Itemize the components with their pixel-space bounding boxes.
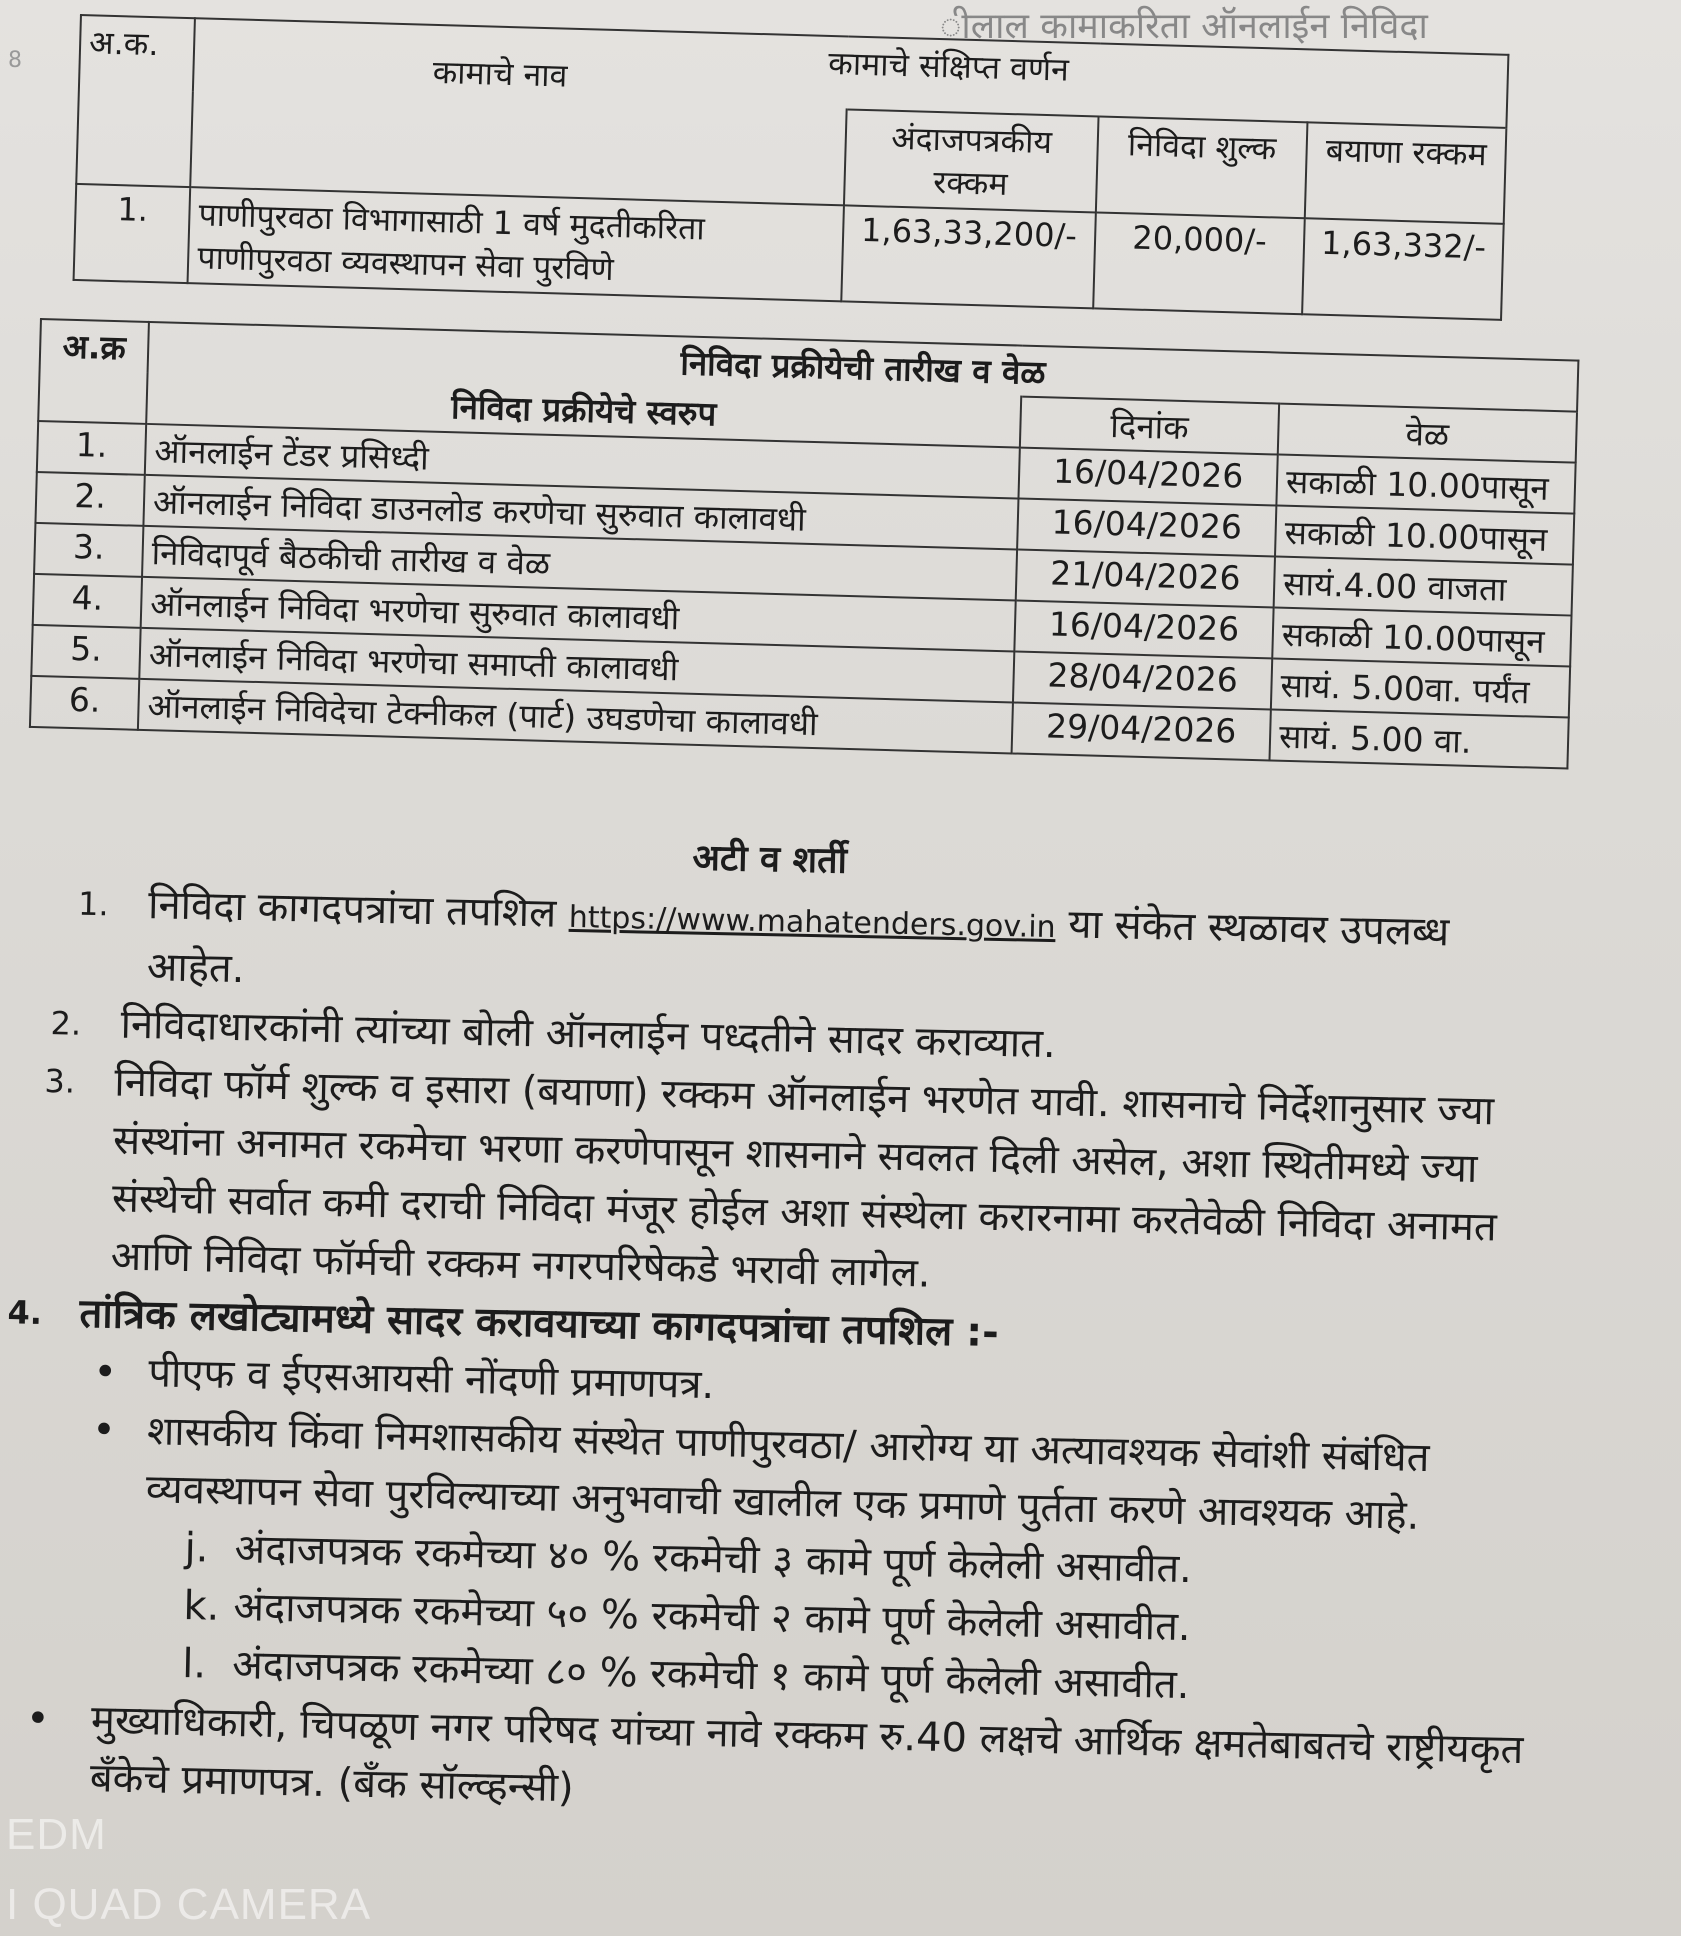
row-time: सायं. 5.00वा. पर्यंत [1271, 658, 1570, 717]
row-sr: 5. [31, 625, 140, 679]
camera-watermark-line2: I QUAD CAMERA [6, 1880, 372, 1929]
term-item-2: 2. निविदाधारकांनी त्यांच्या बोली ऑनलाईन पध्दतीने सादर कराव्यात. [50, 1001, 1057, 1068]
row-sr: 6. [30, 676, 139, 730]
row-date: 16/04/2026 [1014, 600, 1273, 658]
camera-watermark-line1: EDM [6, 1810, 107, 1859]
term-1-text-post: या संकेत स्थळावर उपलब्ध आहेत. [146, 901, 1450, 993]
col-header-sr: अ.क. [76, 15, 195, 187]
bullet-bank-solvency: मुख्याधिकारी, चिपळूण नगर परिषद यांच्या नावे रक्कम रु.40 लक्षचे आर्थिक क्षमतेबाबतचे राष्ट्रीयकृत बँकेचे प्रमाणपत्र. (बँक सॉल्व्हन्सी) [89, 1697, 1524, 1812]
col-header-stage: निविदा प्रक्रीयेचे स्वरुप [146, 373, 1021, 448]
col-header-estimate: अंदाजपत्रकीय रक्कम [844, 109, 1098, 212]
sub-item-text: अंदाजपत्रक रकमेच्या ५० % रकमेची २ कामे पूर्ण केलेली असावीत. [232, 1584, 1192, 1651]
list-item: k. अंदाजपत्रक रकमेच्या ५० % रकमेची २ कामे पूर्ण केलेली असावीत. [182, 1583, 1192, 1651]
row-sr: 2. [35, 472, 144, 526]
tender-schedule-table [29, 318, 1580, 770]
row-stage: ऑनलाईन निविदा भरणेचा समाप्ती कालावधी [139, 628, 1014, 703]
col-header-time: वेळ [1278, 404, 1577, 463]
term-item-1: 1. निविदा कागदपत्रांचा तपशिल https://www.mahatenders.gov.in या संकेत स्थळावर उपलब्ध आहेत. [77, 882, 1450, 993]
sub-item-text: अंदाजपत्रक रकमेच्या ४० % रकमेची ३ कामे पूर्ण केलेली असावीत. [234, 1526, 1193, 1593]
term-item-3: 3. निविदा फॉर्म शुल्क व इसारा (बयाणा) रक्कम ऑनलाईन भरणेत यावी. शासनाचे निर्देशानुसार ज्या संस्थांना अनामत रकमेचा भरणा करणेपासून शासनाने सवलत दिली असेल, अशा स्थितीमध्ये ज्या संस्थेची सर्वात कमी दराची निविदा मंजूर होईल अशा संस्थेला करारनामा करतेवेळी निविदा अनामत आणि निविदा फॉर्मची रक्कम नगरपरिषेकडे भरावी लागेल. [44, 1059, 1498, 1297]
row-date: 16/04/2026 [1017, 499, 1276, 557]
term-1-text-pre: निविदा कागदपत्रांचा तपशिल [147, 882, 570, 937]
row-sr: 1. [37, 421, 146, 475]
row-fee: 20,000/- [1093, 212, 1305, 314]
bullet-experience: शासकीय किंवा निमशासकीय संस्थेत पाणीपुरवठा/ आरोग्य या अत्यावश्यक सेवांशी संबंधित व्यवस्थापन सेवा पुरविल्याच्या अनुभवाची खालील एक प्रमाणे पुर्तता करणे आवश्यक आहे. [145, 1408, 1430, 1539]
row-time: सकाळी 10.00पासून [1272, 607, 1571, 666]
term-2-text: निविदाधारकांनी त्यांच्या बोली ऑनलाईन पध्दतीने सादर कराव्यात. [120, 1001, 1057, 1068]
side-mark: 8 [8, 48, 22, 73]
row-estimate: 1,63,33,200/- [841, 205, 1095, 308]
row-stage: ऑनलाईन टेंडर प्रसिध्दी [145, 424, 1020, 499]
list-item: l. अंदाजपत्रक रकमेच्या ८० % रकमेची १ कामे पूर्ण केलेली असावीत. [181, 1641, 1190, 1709]
col-header-deposit: बयाणा रक्कम [1305, 122, 1506, 224]
row-stage: निविदापूर्व बैठकीची तारीख व वेळ [142, 526, 1017, 601]
term-3-text: निविदा फॉर्म शुल्क व इसारा (बयाणा) रक्कम ऑनलाईन भरणेत यावी. शासनाचे निर्देशानुसार ज्या संस्थांना अनामत रकमेचा भरणा करणेपासून शासनाने सवलत दिली असेल, अशा स्थितीमध्ये ज्या संस्थेची सर्वात कमी दराची निविदा मंजूर होईल अशा संस्थेला करारनामा करतेवेळी निविदा अनामत आणि निविदा फॉर्मची रक्कम नगरपरिषेकडे भरावी लागेल. [110, 1059, 1498, 1297]
terms-section [0, 815, 1681, 1840]
col-header-date: दिनांक [1020, 397, 1279, 455]
row-date: 29/04/2026 [1012, 702, 1271, 760]
row-sr: 1. [74, 184, 191, 283]
list-item: j. अंदाजपत्रक रकमेच्या ४० % रकमेची ३ कामे पूर्ण केलेली असावीत. [184, 1525, 1193, 1593]
row-sr: 3. [34, 523, 143, 577]
row-stage: ऑनलाईन निविदा भरणेचा सुरुवात कालावधी [141, 577, 1016, 652]
bullet-icon: • [92, 1349, 118, 1396]
row-time: सायं. 5.00 वा. [1269, 709, 1568, 768]
term-item-4: 4. तांत्रिक लखोट्यामध्ये सादर करावयाच्या कागदपत्रांचा तपशिल :- [7, 1290, 1000, 1357]
term-4-text: तांत्रिक लखोट्यामध्ये सादर करावयाच्या कागदपत्रांचा तपशिल :- [79, 1290, 1000, 1357]
mahatenders-link[interactable]: https://www.mahatenders.gov.in [568, 899, 1056, 946]
work-table-caption: कामाचे संक्षिप्त वर्णन [827, 43, 1070, 89]
sub-item-text: अंदाजपत्रक रकमेच्या ८० % रकमेची १ कामे पूर्ण केलेली असावीत. [231, 1642, 1190, 1709]
col-header-fee: निविदा शुल्क [1096, 116, 1308, 218]
top-heading-fragment: ीलाल कामाकरिता ऑनलाईन निविदा [940, 6, 1428, 47]
row-deposit: 1,63,332/- [1302, 218, 1503, 320]
terms-heading: अटी व शर्ती [692, 837, 848, 882]
col-header-sr: अ.क्र [38, 319, 149, 424]
bullet-pf-esic: पीएफ व ईएसआयसी नोंदणी प्रमाणपत्र. [147, 1350, 715, 1409]
bullet-icon: • [25, 1695, 51, 1743]
row-work-name: पाणीपुरवठा विभागासाठी 1 वर्ष मुदतीकरिता पाणीपुरवठा व्यवस्थापन सेवा पुरविणे [188, 187, 844, 301]
work-description-table [73, 14, 1510, 321]
row-date: 28/04/2026 [1013, 651, 1272, 709]
row-sr: 4. [33, 574, 142, 628]
row-time: सकाळी 10.00पासून [1276, 455, 1575, 514]
row-date: 16/04/2026 [1018, 448, 1277, 506]
schedule-table-caption: निविदा प्रक्रीयेची तारीख व वेळ [148, 322, 1579, 412]
col-header-name: कामाचे नाव [432, 52, 568, 95]
row-date: 21/04/2026 [1016, 550, 1275, 608]
row-time: सायं.4.00 वाजता [1274, 556, 1573, 615]
row-stage: ऑनलाईन निविदा डाउनलोड करणेचा सुरुवात कालावधी [143, 475, 1018, 550]
row-time: सकाळी 10.00पासून [1275, 506, 1574, 565]
bullet-icon: • [91, 1407, 117, 1454]
row-stage: ऑनलाईन निविदेचा टेक्नीकल (पार्ट) उघडणेचा कालावधी [138, 679, 1013, 754]
